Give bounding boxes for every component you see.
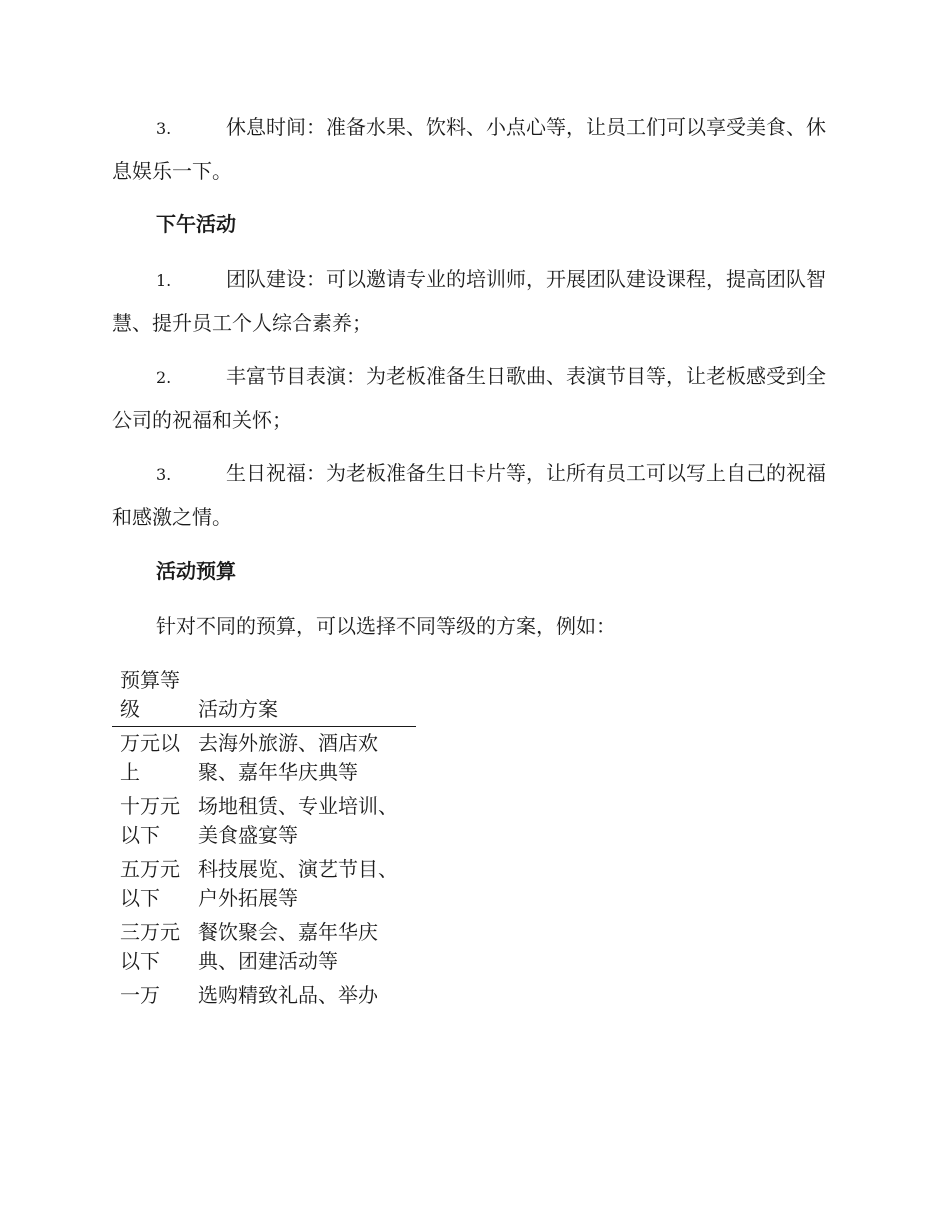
budget-level-cell: 一万 <box>120 983 160 1007</box>
activity-plan-cell: 餐饮聚会、嘉年华庆典、团建活动等 <box>198 920 378 973</box>
table-row <box>112 979 416 1013</box>
budget-level-cell: 万元以上 <box>120 731 180 784</box>
list-item-number: 2. <box>156 368 172 387</box>
column-header-budget-level: 预算等级 <box>112 666 190 727</box>
section-heading-afternoon: 下午活动 <box>156 212 236 236</box>
budget-intro-text: 针对不同的预算，可以选择不同等级的方案，例如： <box>156 614 616 638</box>
section-heading-budget: 活动预算 <box>156 559 236 583</box>
budget-intro <box>112 605 834 647</box>
table-row <box>112 790 416 853</box>
list-item-text: 团队建设：可以邀请专业的培训师，开展团队建设课程，提高团队智慧、提升员工个人综合素养； <box>112 267 826 335</box>
activity-plan-cell: 选购精致礼品、举办 <box>198 983 378 1007</box>
table-row <box>112 727 416 791</box>
table-header-row <box>112 666 416 727</box>
budget-level-cell: 五万元以下 <box>120 857 180 910</box>
activity-plan-cell: 场地租赁、专业培训、美食盛宴等 <box>198 794 398 847</box>
list-item-birthday-wishes <box>112 452 834 538</box>
table-row <box>112 853 416 916</box>
budget-level-cell: 三万元以下 <box>120 920 180 973</box>
list-item-text: 丰富节目表演：为老板准备生日歌曲、表演节目等，让老板感受到全公司的祝福和关怀； <box>112 364 826 432</box>
budget-table <box>112 666 416 1013</box>
list-item-team-building <box>112 258 834 344</box>
activity-plan-cell: 去海外旅游、酒店欢聚、嘉年华庆典等 <box>198 731 378 784</box>
list-item-rest-time <box>112 106 834 192</box>
list-item-text: 生日祝福：为老板准备生日卡片等，让所有员工可以写上自己的祝福和感激之情。 <box>112 461 826 529</box>
column-header-activity-plan: 活动方案 <box>190 666 416 727</box>
list-item-number: 1. <box>156 271 172 290</box>
list-item-text: 休息时间：准备水果、饮料、小点心等，让员工们可以享受美食、休息娱乐一下。 <box>112 115 826 183</box>
budget-level-cell: 十万元以下 <box>120 794 180 847</box>
table-row <box>112 916 416 979</box>
list-item-number: 3. <box>156 465 172 484</box>
activity-plan-cell: 科技展览、演艺节目、户外拓展等 <box>198 857 398 910</box>
list-item-number: 3. <box>156 119 172 138</box>
list-item-performances <box>112 355 834 441</box>
